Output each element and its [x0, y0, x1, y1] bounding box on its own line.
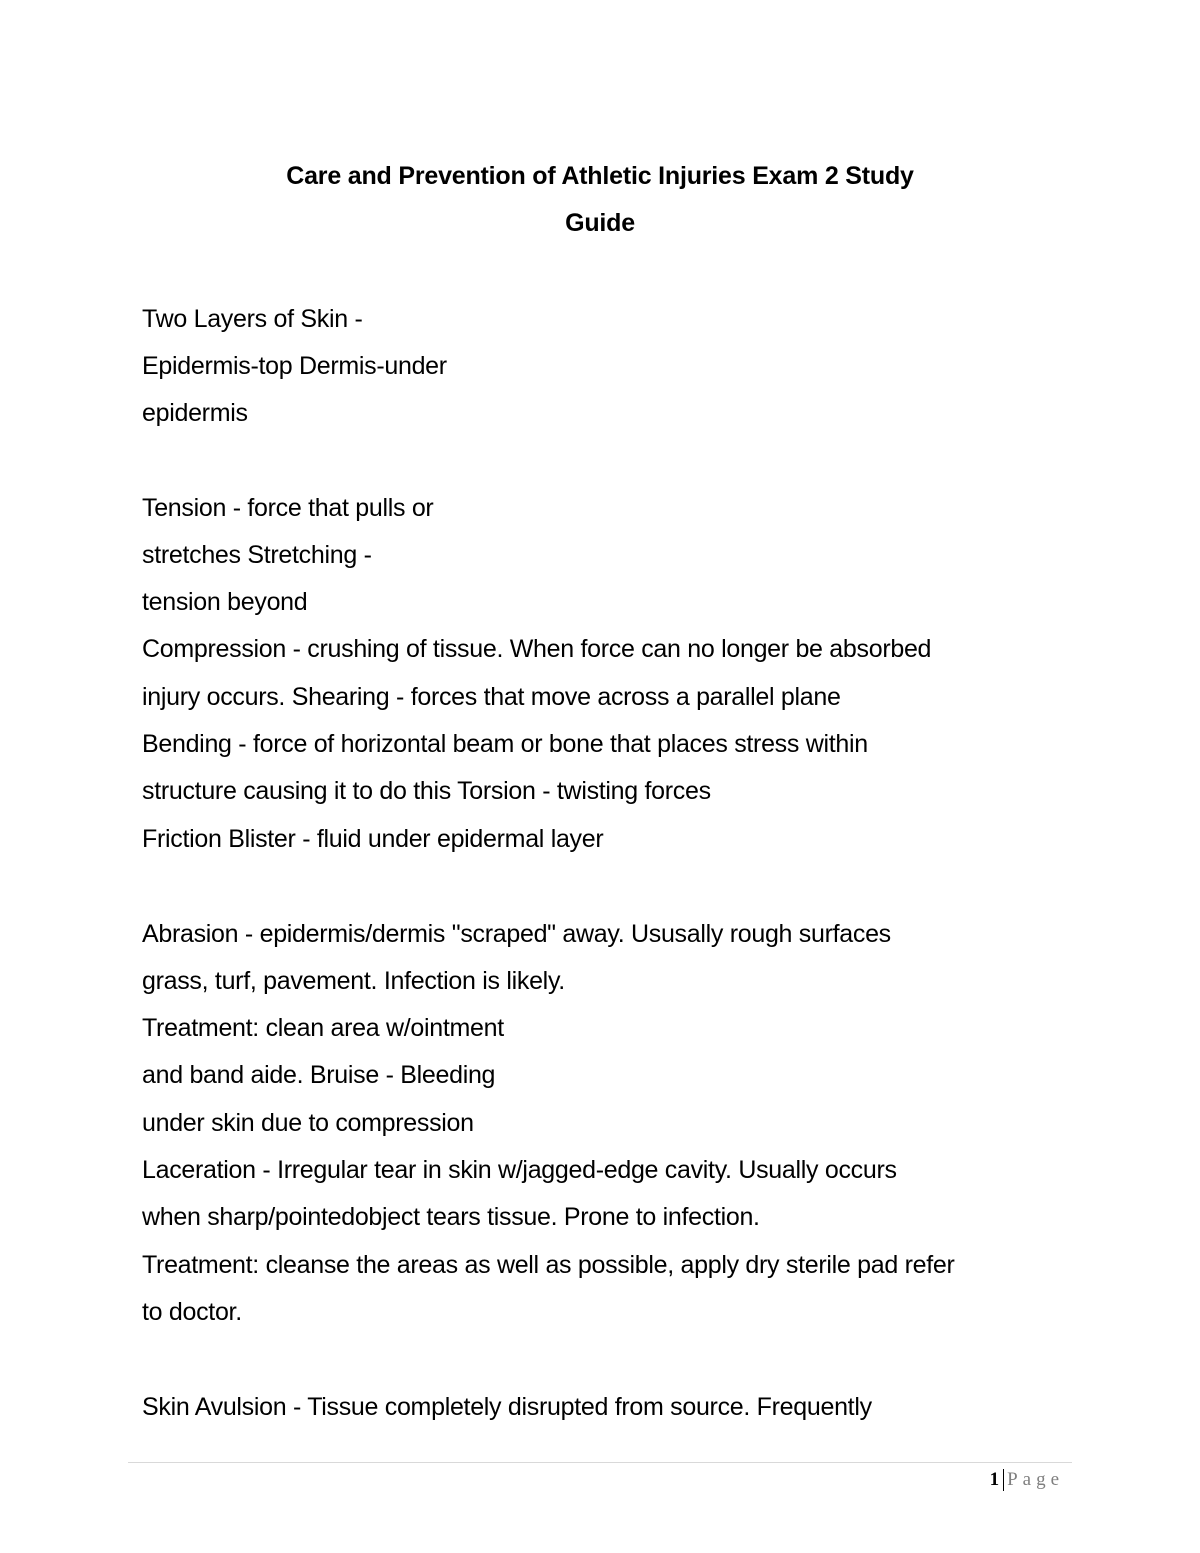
- footer-separator: [1003, 1469, 1004, 1491]
- page-label: Page: [1007, 1469, 1064, 1490]
- page-number: 1: [989, 1469, 1000, 1490]
- body-text-line: tension beyond: [142, 588, 308, 616]
- body-text-line: grass, turf, pavement. Infection is likely.: [142, 967, 565, 995]
- body-text-line: Treatment: clean area w/ointment: [142, 1014, 504, 1042]
- document-title-line-1: Care and Prevention of Athletic Injuries Exam 2 Study: [286, 162, 914, 190]
- footer-divider: [128, 1462, 1072, 1463]
- body-text-line: Bending - force of horizontal beam or bone that places stress within: [142, 730, 868, 758]
- body-text-line: to doctor.: [142, 1298, 242, 1326]
- body-text-line: Treatment: cleanse the areas as well as possible, apply dry sterile pad refer: [142, 1251, 955, 1279]
- body-text-line: Tension - force that pulls or: [142, 494, 434, 522]
- body-text-line: Epidermis-top Dermis-under: [142, 352, 447, 380]
- body-text-line: stretches Stretching -: [142, 541, 372, 569]
- body-text-line: Compression - crushing of tissue. When force can no longer be absorbed: [142, 635, 932, 663]
- body-text-line: Skin Avulsion - Tissue completely disrupted from source. Frequently: [142, 1393, 872, 1421]
- body-text-line: Abrasion - epidermis/dermis "scraped" away. Ususally rough surfaces: [142, 920, 891, 948]
- body-text-line: when sharp/pointedobject tears tissue. Prone to infection.: [142, 1203, 760, 1231]
- body-text-line: Friction Blister - fluid under epidermal layer: [142, 825, 604, 853]
- page-footer: [990, 1466, 1064, 1494]
- body-text-line: epidermis: [142, 399, 248, 427]
- body-text-line: injury occurs. Shearing - forces that move across a parallel plane: [142, 683, 841, 711]
- body-text-line: and band aide. Bruise - Bleeding: [142, 1061, 496, 1089]
- document-title-line-2: Guide: [565, 209, 635, 237]
- body-text-line: structure causing it to do this Torsion - twisting forces: [142, 777, 711, 805]
- body-text-line: Two Layers of Skin -: [142, 305, 363, 333]
- body-text-line: Laceration - Irregular tear in skin w/jagged-edge cavity. Usually occurs: [142, 1156, 897, 1184]
- body-text-line: under skin due to compression: [142, 1109, 474, 1137]
